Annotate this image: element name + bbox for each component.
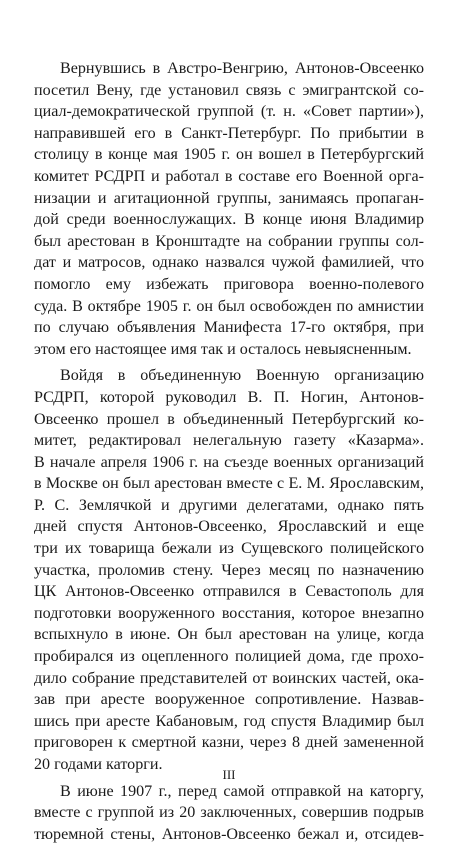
text-line: зав при аресте вооруженное сопротивление. Назвав- bbox=[34, 691, 424, 709]
page-number: III bbox=[222, 767, 236, 782]
text-line: вспыхнуло в июне. Он был арестован на улице, когда bbox=[34, 626, 424, 644]
paragraph-1 bbox=[34, 58, 424, 360]
text-line: вместе с группой из 20 заключенных, совершив подрыв bbox=[34, 804, 424, 822]
text-line: приговорен к смертной казни, через 8 дней замененной bbox=[34, 734, 424, 752]
text-line: участка, проломив стену. Через месяц по назначению bbox=[34, 561, 424, 579]
text-line: В июне 1907 г., перед самой отправкой на каторгу, bbox=[60, 782, 424, 800]
text-line: дило собрание представителей от воинских частей, ока- bbox=[34, 669, 424, 687]
text-line: суда. В октябре 1905 г. он был освобожден по амнистии bbox=[34, 297, 424, 315]
text-line: дат и матросов, однако назвался чужой фамилией, что bbox=[34, 254, 424, 272]
text-line: помогло ему избежать приговора военно-полевого bbox=[34, 275, 424, 293]
text-line: циал-демократической группой (т. н. «Совет партии»), bbox=[34, 103, 424, 121]
text-line: дней спустя Антонов-Овсеенко, Ярославский и еще bbox=[34, 518, 424, 536]
text-line: Войдя в объединенную Военную организацию bbox=[60, 367, 424, 385]
text-line: дой среди военнослужащих. В конце июня Владимир bbox=[34, 211, 424, 229]
text-line: тюремной стены, Антонов-Овсеенко бежал и, отсидев- bbox=[34, 825, 424, 843]
text-line: три их товарища бежали из Сущевского полицейского bbox=[34, 540, 424, 558]
text-line: столицу в конце мая 1905 г. он вошел в Петербургский bbox=[34, 146, 424, 164]
text-line: Вернувшись в Австро-Венгрию, Антонов-Овсеенко bbox=[60, 60, 424, 77]
text-line: ЦК Антонов-Овсеенко отправился в Севастополь для bbox=[34, 583, 424, 601]
paragraph-2 bbox=[34, 365, 424, 775]
text-line: посетил Вену, где установил связь с эмигрантской со- bbox=[34, 81, 424, 99]
text-line: был арестован в Кронштадте на собрании группы сол- bbox=[34, 232, 424, 250]
text-line: низации и агитационной группы, занимаясь пропаган- bbox=[34, 189, 424, 207]
text-line: этом его настоящее имя так и осталось невыясненным. bbox=[34, 340, 412, 358]
text-line: митет, редактировал нелегальную газету «Казарма». bbox=[34, 432, 424, 450]
text-line: Р. С. Землячкой и другими делегатами, однако пять bbox=[34, 496, 424, 514]
text-line: 20 годами каторги. bbox=[34, 756, 163, 773]
text-line: по случаю объявления Манифеста 17-го октября, при bbox=[34, 319, 424, 337]
text-line: В начале апреля 1906 г. на съезде военных организаций bbox=[34, 453, 424, 471]
text-line: Овсеенко прошел в объединенный Петербургский ко- bbox=[34, 410, 424, 428]
text-line: подготовки вооруженного восстания, которое внезапно bbox=[34, 604, 424, 622]
text-line: шись при аресте Кабановым, год спустя Владимир был bbox=[34, 712, 424, 730]
text-line: пробирался из оцепленного полицией дома, где прохо- bbox=[34, 648, 424, 666]
body-text bbox=[34, 58, 424, 850]
text-line: в Москве он был арестован вместе с Е. М. Ярославским, bbox=[34, 475, 424, 493]
text-line: РСДРП, которой руководил В. П. Ногин, Антонов- bbox=[34, 388, 424, 406]
text-line: направившей его в Санкт-Петербург. По прибытии в bbox=[34, 124, 424, 142]
text-line: комитет РСДРП и работал в составе его Военной орга- bbox=[34, 167, 424, 185]
paragraph-3 bbox=[34, 781, 424, 846]
